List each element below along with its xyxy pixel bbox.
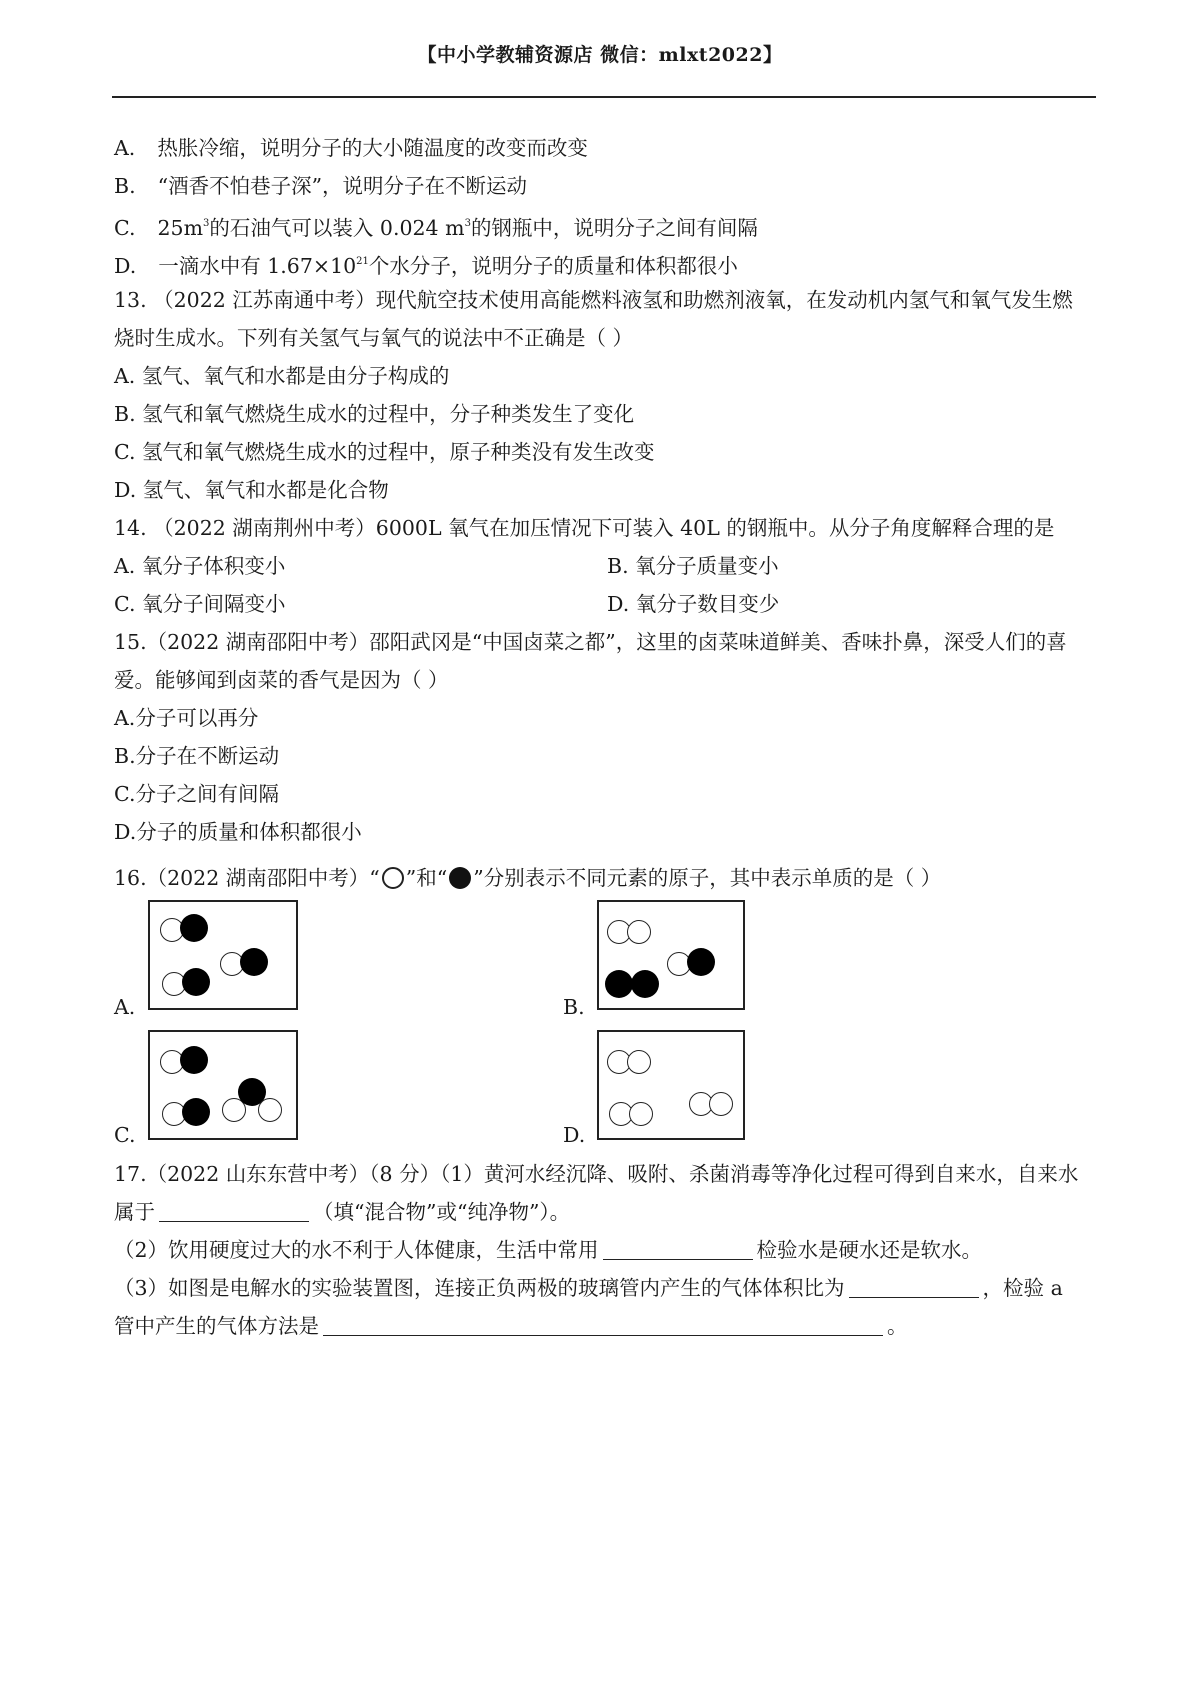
white-atom [627,920,651,944]
q14-option-d: D. 氧分子数目变少 [607,592,780,616]
white-atom [258,1098,282,1122]
black-atom [240,948,268,976]
black-atom [180,914,208,942]
header-divider [112,96,1096,98]
q16-figure-a [148,900,298,1010]
black-atom [180,1046,208,1074]
q14-option-c: C. 氧分子间隔变小 [114,592,286,616]
q14-stem: 14. （2022 湖南荆州中考）6000L 氧气在加压情况下可装入 40L 的钢瓶中。从分子角度解释合理的是 [114,516,1055,540]
black-atom [687,948,715,976]
q17-blank-1[interactable] [159,1201,309,1222]
white-atom [709,1092,733,1116]
q16-label-a: A. [114,995,136,1019]
q12-option-a: A. 热胀冷缩，说明分子的大小随温度的改变而改变 [114,136,588,160]
white-atom [627,1050,651,1074]
q12-option-d: D. 一滴水中有 $1.67\times 10^{21}$个水分子，说明分子的质量和体积都很小 [114,254,738,278]
q15-stem-line1: 15.（2022 湖南邵阳中考）邵阳武冈是“中国卤菜之都”，这里的卤菜味道鲜美、香味扑鼻，深受人们的喜 [114,630,1067,654]
q17-line2: 属于 （填“混合物”或“纯净物”）。 [114,1200,571,1224]
q15-option-d: D.分子的质量和体积都很小 [114,820,362,844]
q12-option-c: C. $25m^3$的石油气可以装入 0.024 $m^3$的钢瓶中，说明分子之间有间隔 [114,216,758,240]
q16-figure-d [597,1030,745,1140]
q13-option-d: D. 氢气、氧气和水都是化合物 [114,478,389,502]
q17-line3: （2）饮用硬度过大的水不利于人体健康，生活中常用 检验水是硬水还是软水。 [114,1238,983,1262]
q17-blank-4[interactable] [323,1315,883,1336]
q15-option-c: C.分子之间有间隔 [114,782,279,806]
q17-line1: 17.（2022 山东东营中考）（8 分）（1）黄河水经沉降、吸附、杀菌消毒等净化过程可得到自来水，自来水 [114,1162,1079,1186]
black-atom [605,970,633,998]
open-circle-atom-icon [382,867,404,889]
q13-option-a: A. 氢气、氧气和水都是由分子构成的 [114,364,450,388]
q17-line4: （3）如图是电解水的实验装置图，连接正负两极的玻璃管内产生的气体体积比为 ，检验 a [114,1276,1063,1300]
q16-label-d: D. [563,1123,586,1147]
q13-stem-line2: 烧时生成水。下列有关氢气与氧气的说法中不正确是（ ） [114,326,634,350]
q17-line5: 管中产生的气体方法是 。 [114,1314,908,1338]
q15-option-a: A.分子可以再分 [114,706,259,730]
q14-option-b: B. 氧分子质量变小 [607,554,779,578]
white-atom [629,1102,653,1126]
q16-figure-c [148,1030,298,1140]
q15-stem-line2: 爱。能够闻到卤菜的香气是因为（ ） [114,668,449,692]
black-atom [182,1098,210,1126]
black-atom [182,968,210,996]
black-atom [631,970,659,998]
q12-option-b: B. “酒香不怕巷子深”，说明分子在不断运动 [114,174,528,198]
q13-stem-line1: 13. （2022 江苏南通中考）现代航空技术使用高能燃料液氢和助燃剂液氧，在发动机内氢气和氧气发生燃 [114,288,1073,312]
q17-blank-3[interactable] [849,1277,979,1298]
q13-option-c: C. 氢气和氧气燃烧生成水的过程中，原子种类没有发生改变 [114,440,655,464]
q13-option-b: B. 氢气和氧气燃烧生成水的过程中，分子种类发生了变化 [114,402,635,426]
q15-option-b: B.分子在不断运动 [114,744,280,768]
q16-stem: 16.（2022 湖南邵阳中考）“ ”和“ ”分别表示不同元素的原子，其中表示单质的是（ ） [114,866,942,890]
q16-figure-b [597,900,745,1010]
q17-blank-2[interactable] [603,1239,753,1260]
q16-label-b: B. [563,995,585,1019]
filled-circle-atom-icon [449,867,471,889]
q16-label-c: C. [114,1123,136,1147]
page-header: 【中小学教辅资源店 微信：mlxt2022】 [417,44,783,66]
q14-option-a: A. 氧分子体积变小 [114,554,286,578]
